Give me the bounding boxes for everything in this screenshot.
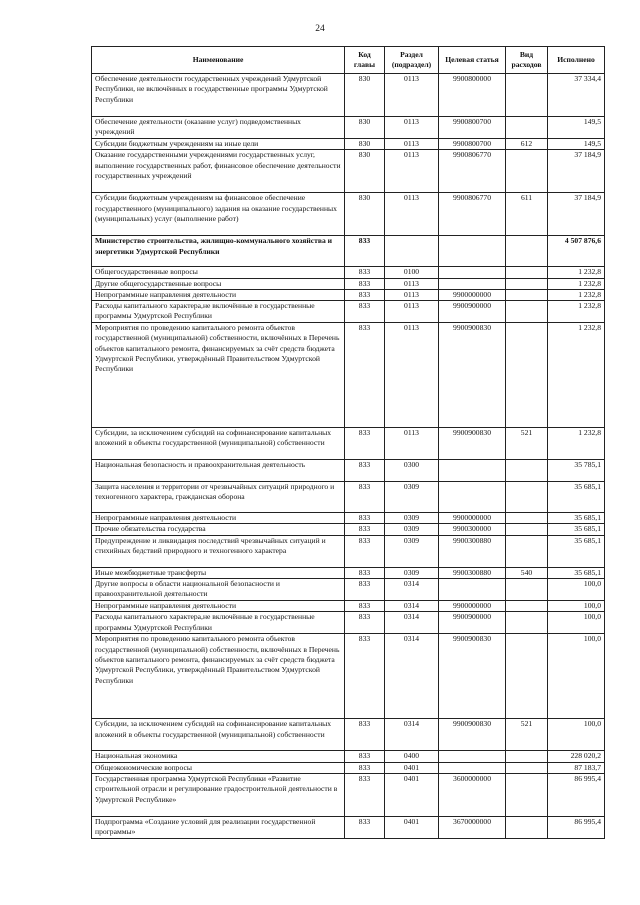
cell-ispolneno: 35 685,1 bbox=[548, 524, 605, 535]
table-row bbox=[92, 236, 605, 267]
cell-kod: 833 bbox=[345, 524, 385, 535]
cell-vid bbox=[506, 513, 548, 524]
cell-ispolneno: 35 685,1 bbox=[548, 567, 605, 578]
cell-ispolneno: 1 232,8 bbox=[548, 278, 605, 289]
cell-vid: 612 bbox=[506, 139, 548, 150]
cell-kod: 833 bbox=[345, 719, 385, 751]
cell-razdel: 0314 bbox=[385, 719, 439, 751]
cell-ispolneno: 149,5 bbox=[548, 117, 605, 139]
cell-kod: 833 bbox=[345, 762, 385, 773]
cell-kod: 833 bbox=[345, 482, 385, 513]
cell-celevaya bbox=[439, 460, 506, 482]
table-row bbox=[92, 535, 605, 567]
cell-celevaya: 9900806770 bbox=[439, 150, 506, 193]
cell-razdel: 0401 bbox=[385, 816, 439, 838]
cell-razdel: 0400 bbox=[385, 751, 439, 762]
table-body bbox=[92, 74, 605, 839]
cell-celevaya: 9900800700 bbox=[439, 139, 506, 150]
table-row bbox=[92, 634, 605, 719]
cell-vid bbox=[506, 634, 548, 719]
cell-ispolneno: 86 995,4 bbox=[548, 816, 605, 838]
cell-ispolneno: 37 184,9 bbox=[548, 193, 605, 236]
cell-name: Непрограммные направления деятельности bbox=[92, 289, 345, 300]
cell-ispolneno: 100,0 bbox=[548, 719, 605, 751]
cell-razdel: 0113 bbox=[385, 139, 439, 150]
cell-ispolneno: 1 232,8 bbox=[548, 323, 605, 428]
cell-ispolneno: 100,0 bbox=[548, 601, 605, 612]
cell-razdel: 0113 bbox=[385, 74, 439, 117]
cell-kod: 833 bbox=[345, 428, 385, 460]
table-row bbox=[92, 267, 605, 278]
table-row bbox=[92, 74, 605, 117]
table-row bbox=[92, 150, 605, 193]
cell-ispolneno: 86 995,4 bbox=[548, 773, 605, 816]
cell-vid bbox=[506, 816, 548, 838]
header-kod: Код главы bbox=[345, 47, 385, 74]
cell-celevaya: 9900000000 bbox=[439, 601, 506, 612]
cell-name: Непрограммные направления деятельности bbox=[92, 601, 345, 612]
table-row bbox=[92, 117, 605, 139]
cell-kod: 833 bbox=[345, 236, 385, 267]
cell-name: Общегосударственные вопросы bbox=[92, 267, 345, 278]
cell-kod: 833 bbox=[345, 535, 385, 567]
cell-razdel: 0401 bbox=[385, 773, 439, 816]
cell-razdel: 0113 bbox=[385, 428, 439, 460]
cell-celevaya bbox=[439, 762, 506, 773]
cell-celevaya: 9900806770 bbox=[439, 193, 506, 236]
cell-name: Непрограммные направления деятельности bbox=[92, 513, 345, 524]
cell-vid bbox=[506, 601, 548, 612]
cell-celevaya: 9900800700 bbox=[439, 117, 506, 139]
cell-kod: 830 bbox=[345, 139, 385, 150]
cell-kod: 833 bbox=[345, 278, 385, 289]
cell-kod: 833 bbox=[345, 323, 385, 428]
cell-ispolneno: 1 232,8 bbox=[548, 301, 605, 323]
cell-razdel: 0309 bbox=[385, 513, 439, 524]
cell-kod: 833 bbox=[345, 267, 385, 278]
table-row bbox=[92, 278, 605, 289]
table-row bbox=[92, 428, 605, 460]
table-row bbox=[92, 301, 605, 323]
cell-celevaya: 9900900830 bbox=[439, 428, 506, 460]
cell-ispolneno: 37 334,4 bbox=[548, 74, 605, 117]
table-row bbox=[92, 193, 605, 236]
table-header-row bbox=[92, 47, 605, 74]
cell-kod: 833 bbox=[345, 601, 385, 612]
cell-name: Субсидии, за исключением субсидий на софинансирование капитальных вложений в объекты государственной (муниципальной) собственности bbox=[92, 719, 345, 751]
table-row bbox=[92, 139, 605, 150]
cell-name: Мероприятия по проведению капитального ремонта объектов государственной (муниципальной) собственности, включённых в Перечень объектов капитального ремонта, финансируемых за счёт средств бюджета Удмуртской Республики, утверждённый Правительством Удмуртской Республики bbox=[92, 634, 345, 719]
cell-kod: 833 bbox=[345, 612, 385, 634]
table-row bbox=[92, 816, 605, 838]
cell-name: Расходы капитального характера,не включённые в государственные программы Удмуртской Республики bbox=[92, 301, 345, 323]
cell-name: Субсидии бюджетным учреждениям на иные цели bbox=[92, 139, 345, 150]
cell-razdel: 0401 bbox=[385, 762, 439, 773]
cell-celevaya: 9900800000 bbox=[439, 74, 506, 117]
cell-ispolneno: 37 184,9 bbox=[548, 150, 605, 193]
cell-kod: 833 bbox=[345, 289, 385, 300]
cell-vid bbox=[506, 117, 548, 139]
cell-vid bbox=[506, 267, 548, 278]
cell-celevaya bbox=[439, 236, 506, 267]
cell-kod: 833 bbox=[345, 301, 385, 323]
cell-vid bbox=[506, 150, 548, 193]
cell-name: Прочие обязательства государства bbox=[92, 524, 345, 535]
cell-razdel: 0113 bbox=[385, 278, 439, 289]
cell-razdel: 0113 bbox=[385, 323, 439, 428]
cell-vid bbox=[506, 74, 548, 117]
budget-table bbox=[91, 46, 605, 839]
cell-ispolneno: 228 020,2 bbox=[548, 751, 605, 762]
table-row bbox=[92, 524, 605, 535]
cell-name: Государственная программа Удмуртской Республики «Развитие строительной отрасли и регулирование градостроительной деятельности в Удмуртской Республике» bbox=[92, 773, 345, 816]
cell-celevaya: 9900900000 bbox=[439, 301, 506, 323]
cell-kod: 833 bbox=[345, 751, 385, 762]
cell-name: Иные межбюджетные трансферты bbox=[92, 567, 345, 578]
cell-vid bbox=[506, 460, 548, 482]
cell-razdel: 0309 bbox=[385, 482, 439, 513]
cell-celevaya bbox=[439, 751, 506, 762]
cell-kod: 833 bbox=[345, 773, 385, 816]
cell-name: Обеспечение деятельности государственных учреждений Удмуртской Республики, не включённых в государственные программы Удмуртской Республики bbox=[92, 74, 345, 117]
cell-vid bbox=[506, 751, 548, 762]
cell-ispolneno: 35 685,1 bbox=[548, 482, 605, 513]
cell-ispolneno: 100,0 bbox=[548, 579, 605, 601]
table-row bbox=[92, 719, 605, 751]
cell-vid: 611 bbox=[506, 193, 548, 236]
cell-ispolneno: 1 232,8 bbox=[548, 267, 605, 278]
cell-name: Национальная экономика bbox=[92, 751, 345, 762]
table-row bbox=[92, 612, 605, 634]
cell-name: Мероприятия по проведению капитального ремонта объектов государственной (муниципальной) собственности, включённых в Перечень объектов капитального ремонта, финансируемых за счёт средств бюджета Удмуртской Республики, утверждённый Правительством Удмуртской Республики bbox=[92, 323, 345, 428]
cell-razdel: 0100 bbox=[385, 267, 439, 278]
cell-kod: 833 bbox=[345, 816, 385, 838]
cell-name: Расходы капитального характера,не включённые в государственные программы Удмуртской Республики bbox=[92, 612, 345, 634]
cell-vid bbox=[506, 579, 548, 601]
cell-name: Обеспечение деятельности (оказание услуг) подведомственных учреждений bbox=[92, 117, 345, 139]
cell-ispolneno: 4 507 876,6 bbox=[548, 236, 605, 267]
cell-ispolneno: 100,0 bbox=[548, 612, 605, 634]
cell-celevaya: 3670000000 bbox=[439, 816, 506, 838]
cell-ispolneno: 35 685,1 bbox=[548, 513, 605, 524]
cell-celevaya: 9900900830 bbox=[439, 634, 506, 719]
table-row bbox=[92, 482, 605, 513]
cell-vid bbox=[506, 301, 548, 323]
cell-celevaya: 9900900000 bbox=[439, 612, 506, 634]
cell-kod: 830 bbox=[345, 193, 385, 236]
cell-celevaya: 9900000000 bbox=[439, 513, 506, 524]
cell-razdel: 0314 bbox=[385, 601, 439, 612]
cell-name: Предупреждение и ликвидация последствий чрезвычайных ситуаций и стихийных бедствий природного и техногенного характера bbox=[92, 535, 345, 567]
cell-razdel: 0314 bbox=[385, 579, 439, 601]
cell-razdel bbox=[385, 236, 439, 267]
cell-ispolneno: 87 183,7 bbox=[548, 762, 605, 773]
cell-kod: 833 bbox=[345, 634, 385, 719]
cell-vid bbox=[506, 762, 548, 773]
cell-vid bbox=[506, 773, 548, 816]
cell-razdel: 0113 bbox=[385, 193, 439, 236]
table-row bbox=[92, 601, 605, 612]
cell-razdel: 0113 bbox=[385, 289, 439, 300]
table-row bbox=[92, 289, 605, 300]
cell-vid bbox=[506, 524, 548, 535]
table-row bbox=[92, 567, 605, 578]
cell-name: Общеэкономические вопросы bbox=[92, 762, 345, 773]
cell-kod: 830 bbox=[345, 117, 385, 139]
cell-kod: 830 bbox=[345, 150, 385, 193]
cell-name: Субсидии бюджетным учреждениям на финансовое обеспечение государственного (муниципального) задания на оказание государственных (муниципальных) услуг (выполнение работ) bbox=[92, 193, 345, 236]
header-ispolneno: Исполнено bbox=[548, 47, 605, 74]
cell-name: Субсидии, за исключением субсидий на софинансирование капитальных вложений в объекты государственной (муниципальной) собственности bbox=[92, 428, 345, 460]
page-number: 24 bbox=[315, 24, 325, 34]
table-row bbox=[92, 323, 605, 428]
cell-razdel: 0314 bbox=[385, 634, 439, 719]
cell-vid bbox=[506, 278, 548, 289]
cell-name: Другие общегосударственные вопросы bbox=[92, 278, 345, 289]
cell-vid bbox=[506, 535, 548, 567]
cell-celevaya bbox=[439, 482, 506, 513]
header-razdel: Раздел (подраздел) bbox=[385, 47, 439, 74]
cell-celevaya: 9900300880 bbox=[439, 535, 506, 567]
cell-razdel: 0113 bbox=[385, 301, 439, 323]
cell-celevaya: 9900300880 bbox=[439, 567, 506, 578]
table-row bbox=[92, 460, 605, 482]
cell-vid: 540 bbox=[506, 567, 548, 578]
cell-ispolneno: 100,0 bbox=[548, 634, 605, 719]
cell-name: Другие вопросы в области национальной безопасности и правоохранительной деятельности bbox=[92, 579, 345, 601]
cell-razdel: 0300 bbox=[385, 460, 439, 482]
cell-ispolneno: 35 685,1 bbox=[548, 535, 605, 567]
cell-vid: 521 bbox=[506, 428, 548, 460]
cell-celevaya: 9900900830 bbox=[439, 323, 506, 428]
cell-celevaya: 9900300000 bbox=[439, 524, 506, 535]
cell-celevaya: 9900000000 bbox=[439, 289, 506, 300]
table-row bbox=[92, 579, 605, 601]
cell-vid bbox=[506, 236, 548, 267]
cell-name: Подпрограмма «Создание условий для реализации государственной программы» bbox=[92, 816, 345, 838]
cell-vid bbox=[506, 289, 548, 300]
cell-kod: 830 bbox=[345, 74, 385, 117]
cell-razdel: 0309 bbox=[385, 567, 439, 578]
cell-kod: 833 bbox=[345, 460, 385, 482]
table-row bbox=[92, 762, 605, 773]
cell-vid bbox=[506, 323, 548, 428]
cell-celevaya bbox=[439, 267, 506, 278]
cell-name: Оказание государственными учреждениями государственных услуг, выполнение государственных работ, финансовое обеспечение деятельности государственных учреждений bbox=[92, 150, 345, 193]
cell-ispolneno: 149,5 bbox=[548, 139, 605, 150]
cell-celevaya bbox=[439, 278, 506, 289]
cell-celevaya: 3600000000 bbox=[439, 773, 506, 816]
cell-celevaya: 9900900830 bbox=[439, 719, 506, 751]
cell-name: Министерство строительства, жилищно-коммунального хозяйства и энергетики Удмуртской Республики bbox=[92, 236, 345, 267]
cell-vid: 521 bbox=[506, 719, 548, 751]
cell-razdel: 0113 bbox=[385, 117, 439, 139]
cell-name: Национальная безопасность и правоохранительная деятельность bbox=[92, 460, 345, 482]
cell-razdel: 0113 bbox=[385, 150, 439, 193]
table-row bbox=[92, 751, 605, 762]
cell-vid bbox=[506, 612, 548, 634]
cell-kod: 833 bbox=[345, 579, 385, 601]
header-vid: Вид расходов bbox=[506, 47, 548, 74]
cell-celevaya bbox=[439, 579, 506, 601]
cell-kod: 833 bbox=[345, 567, 385, 578]
cell-razdel: 0314 bbox=[385, 612, 439, 634]
cell-ispolneno: 1 232,8 bbox=[548, 289, 605, 300]
cell-vid bbox=[506, 482, 548, 513]
cell-ispolneno: 35 785,1 bbox=[548, 460, 605, 482]
cell-name: Защита населения и территории от чрезвычайных ситуаций природного и техногенного характера, гражданская оборона bbox=[92, 482, 345, 513]
header-celevaya: Целевая статья bbox=[439, 47, 506, 74]
cell-razdel: 0309 bbox=[385, 524, 439, 535]
table-row bbox=[92, 513, 605, 524]
table-row bbox=[92, 773, 605, 816]
cell-razdel: 0309 bbox=[385, 535, 439, 567]
cell-ispolneno: 1 232,8 bbox=[548, 428, 605, 460]
header-name: Наименование bbox=[92, 47, 345, 74]
cell-kod: 833 bbox=[345, 513, 385, 524]
